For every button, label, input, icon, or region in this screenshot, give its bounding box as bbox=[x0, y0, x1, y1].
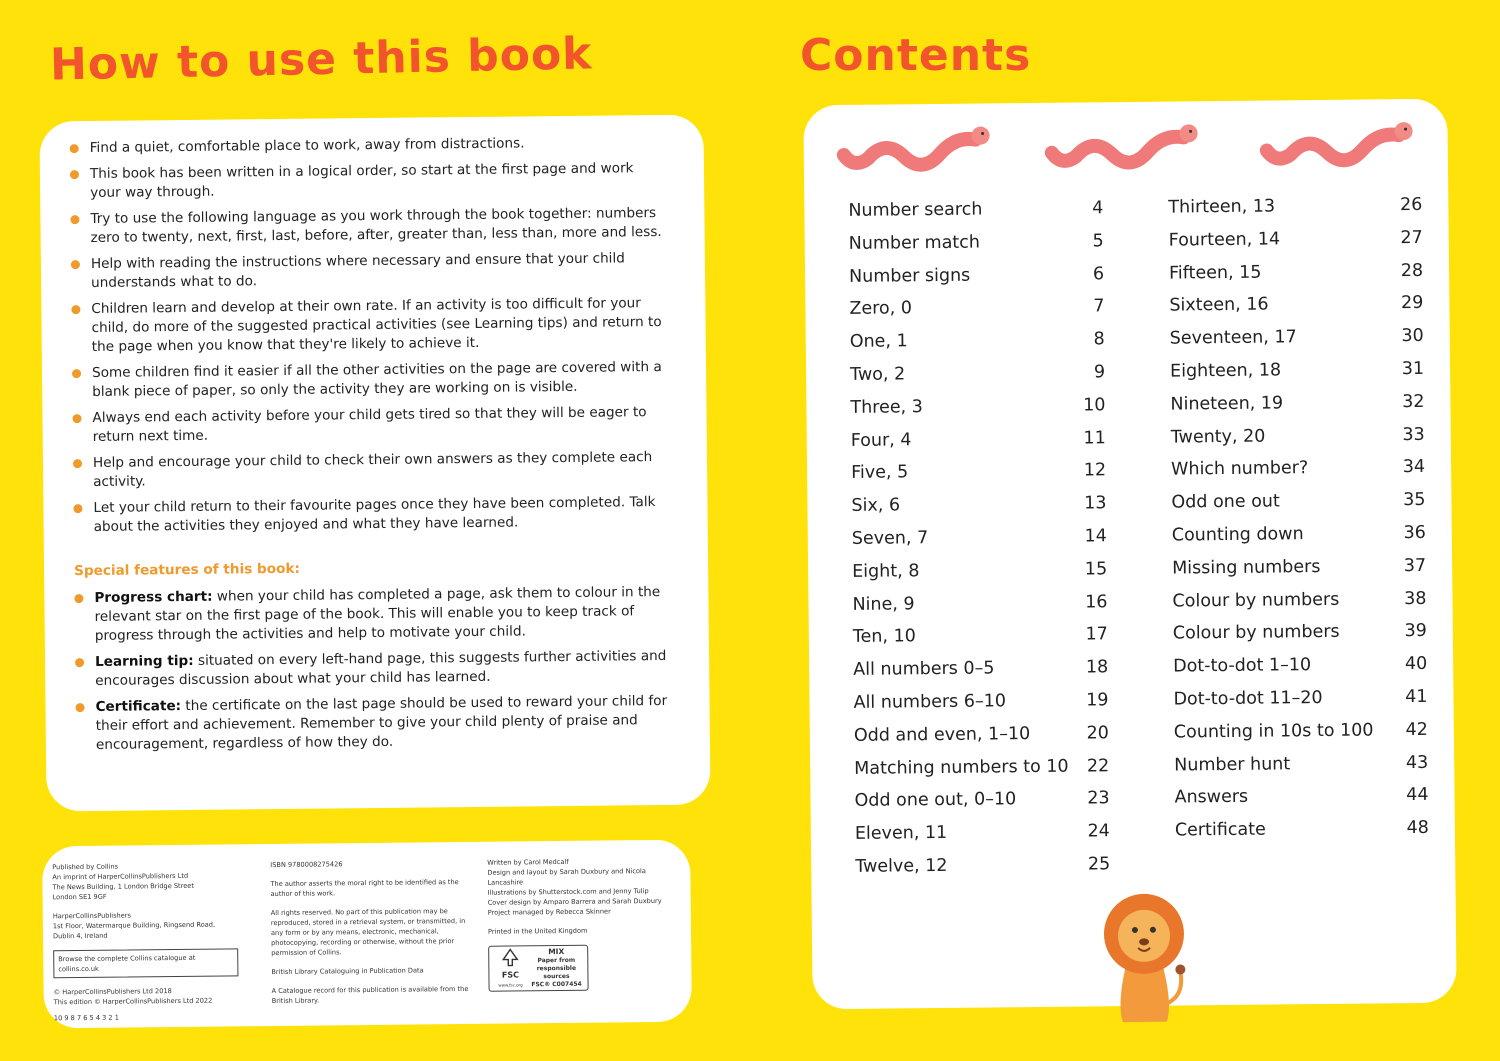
contents-entry-title: Five, 5 bbox=[851, 462, 909, 484]
guide-bullet bbox=[73, 493, 671, 537]
printed-in: Printed in the United Kingdom bbox=[487, 926, 588, 936]
contents-entry bbox=[851, 422, 1106, 457]
contents-entry-page: 22 bbox=[1086, 755, 1110, 777]
contents-entry-title: Sixteen, 16 bbox=[1169, 294, 1269, 316]
guide-bullet-text: Help with reading the instructions where necessary and ensure that your child understands what to do. bbox=[90, 250, 625, 291]
bullet-dot-icon bbox=[73, 459, 82, 468]
contents-entry-title: Nineteen, 19 bbox=[1170, 393, 1284, 415]
bullet-dot-icon bbox=[72, 414, 81, 423]
contents-entry bbox=[854, 783, 1109, 818]
contents-entry bbox=[1171, 484, 1425, 519]
contents-entry bbox=[855, 815, 1110, 850]
guide-bullet bbox=[72, 403, 670, 447]
contents-column-right bbox=[1168, 189, 1429, 848]
contents-entry-page: 27 bbox=[1400, 227, 1423, 248]
contents-entry-page: 15 bbox=[1084, 559, 1108, 580]
contents-entry bbox=[850, 389, 1105, 424]
contents-entry-title: Seven, 7 bbox=[851, 528, 929, 549]
bullet-dot-icon bbox=[72, 369, 81, 378]
imprint-column-rights bbox=[270, 858, 472, 1015]
contents-entry bbox=[853, 651, 1108, 686]
contents-entry-title: Fifteen, 15 bbox=[1168, 262, 1262, 284]
contents-entry-page: 19 bbox=[1086, 690, 1109, 711]
contents-entry bbox=[1173, 615, 1427, 650]
contents-entry-page: 7 bbox=[1093, 296, 1105, 317]
contents-entry-page: 41 bbox=[1405, 686, 1428, 708]
contents-entry-page: 36 bbox=[1403, 522, 1426, 544]
bullet-dot-icon bbox=[71, 305, 80, 314]
copyright-notice: © HarperCollinsPublishers Ltd 2018 This edition © HarperCollinsPublishers Ltd 2022 bbox=[53, 987, 213, 1007]
contents-entry-page: 28 bbox=[1400, 260, 1424, 281]
contents-entry-page: 11 bbox=[1083, 427, 1106, 449]
bullet-dot-icon bbox=[73, 504, 82, 513]
contents-entry bbox=[850, 356, 1105, 391]
contents-entry-title: Matching numbers to 10 bbox=[854, 756, 1069, 779]
contents-entry-page: 32 bbox=[1402, 391, 1425, 412]
fsc-badge bbox=[488, 945, 588, 992]
contents-entry bbox=[1173, 681, 1427, 716]
guide-bullet bbox=[72, 358, 670, 402]
isbn: ISBN 9780008275426 bbox=[270, 860, 343, 870]
contents-entry-title: Six, 6 bbox=[851, 495, 901, 517]
guide-bullet-text: Some children find it easier if all the other activities on the page are covered with a blank piece of paper, so only the activity they are working on is visible. bbox=[91, 358, 662, 400]
fsc-paper-text: Paper from responsible sources bbox=[536, 956, 577, 980]
bullet-dot-icon bbox=[71, 260, 80, 269]
contents-entry-title: Dot-to-dot 11–20 bbox=[1173, 687, 1323, 710]
contents-entry bbox=[1172, 517, 1426, 552]
contents-entry-page: 18 bbox=[1085, 657, 1109, 678]
contents-entry-page: 37 bbox=[1403, 555, 1427, 576]
contents-entry bbox=[1170, 320, 1424, 355]
guide-bullet-text: Find a quiet, comfortable place to work, away from distractions. bbox=[89, 135, 525, 156]
contents-entry-title: Missing numbers bbox=[1172, 556, 1321, 579]
contents-entry-page: 14 bbox=[1084, 526, 1107, 547]
contents-entry bbox=[852, 553, 1107, 588]
contents-entry-page: 44 bbox=[1406, 785, 1429, 806]
contents-entry bbox=[852, 520, 1107, 555]
bullet-dot-icon bbox=[74, 594, 83, 603]
special-feature-item bbox=[74, 583, 673, 646]
contents-entry-page: 10 bbox=[1083, 395, 1106, 416]
special-feature-item bbox=[75, 647, 673, 691]
special-feature-term: Learning tip: bbox=[94, 652, 194, 670]
imprint-column-publisher bbox=[52, 860, 244, 1032]
guide-card bbox=[39, 115, 710, 812]
contents-entry bbox=[1174, 714, 1428, 749]
contents-entry-title: Number signs bbox=[848, 265, 971, 287]
bullet-dot-icon bbox=[70, 170, 79, 179]
contents-entry-page: 38 bbox=[1404, 588, 1427, 609]
guide-bullet-text: This book has been written in a logical order, so start at the first page and work your way through. bbox=[89, 160, 634, 201]
bullet-dot-icon bbox=[70, 215, 79, 224]
contents-entry bbox=[853, 684, 1108, 719]
contents-entry bbox=[1174, 779, 1428, 814]
contents-entry-page: 34 bbox=[1402, 457, 1426, 478]
fsc-logo-text: FSC bbox=[501, 969, 520, 980]
contents-entry bbox=[848, 192, 1103, 227]
contents-entry bbox=[1168, 189, 1422, 224]
guide-bullet-text: Always end each activity before your child gets tired so that they will be eager to return next time. bbox=[92, 404, 647, 445]
contents-entry bbox=[849, 291, 1104, 326]
contents-entry-title: Number search bbox=[848, 199, 983, 221]
contents-entry-title: Counting down bbox=[1171, 524, 1304, 546]
contents-entry-page: 35 bbox=[1403, 490, 1426, 511]
special-features-title: Special features of this book: bbox=[74, 560, 300, 580]
contents-entry bbox=[849, 258, 1104, 293]
contents-entry-page: 23 bbox=[1087, 788, 1110, 809]
contents-entry bbox=[854, 717, 1109, 752]
ireland-address: HarperCollinsPublishers 1st Floor, Watermarque Building, Ringsend Road, Dublin 4, Ireland bbox=[52, 911, 216, 941]
contents-entry-title: Ten, 10 bbox=[852, 626, 916, 648]
contents-column-left bbox=[848, 192, 1110, 883]
page-title-contents: Contents bbox=[800, 30, 1032, 81]
guide-bullet-text: Children learn and develop at their own rate. If an activity is too difficult for your child, do more of the suggested practical activities (see Learning tips) and return to the page when you know that they're likely to achieve it. bbox=[91, 295, 662, 355]
special-feature-text: situated on every left-hand page, this suggests further activities and encourages discussion about what your child has learned. bbox=[95, 647, 667, 689]
contents-entry-title: One, 1 bbox=[849, 331, 908, 353]
contents-entry bbox=[849, 225, 1104, 260]
contents-entry-page: 16 bbox=[1085, 591, 1108, 613]
imprint-card bbox=[42, 840, 692, 1029]
guide-bullet-text: Let your child return to their favourite pages once they have been completed. Talk about the activities they enjoyed and what they have learned. bbox=[93, 494, 656, 535]
fsc-tree-graphic bbox=[499, 947, 521, 967]
contents-entry bbox=[853, 619, 1108, 654]
publisher-address: Published by Collins An imprint of HarperCollinsPublishers Ltd The News Building, 1 London Bridge Street London SE1 9GF bbox=[52, 862, 194, 902]
contents-entry-page: 4 bbox=[1092, 198, 1104, 219]
bullet-dot-icon bbox=[70, 144, 79, 153]
guide-bullet bbox=[71, 249, 669, 293]
contents-entry-title: Which number? bbox=[1171, 458, 1309, 480]
special-feature-text: the certificate on the last page should be used to reward your child for their effort and achievement. Remember to give your child plenty of praise and encouragement, regardless of how they do. bbox=[95, 692, 668, 753]
contents-entry-page: 31 bbox=[1401, 358, 1425, 380]
contents-entry bbox=[1171, 451, 1425, 486]
contents-entry bbox=[1174, 746, 1428, 781]
contents-entry-title: Colour by numbers bbox=[1172, 589, 1340, 612]
contents-entry-title: Colour by numbers bbox=[1172, 622, 1340, 644]
contents-entry bbox=[1172, 550, 1426, 585]
guide-bullet-text: Help and encourage your child to check their own answers as they complete each activity. bbox=[92, 449, 653, 490]
special-feature-item bbox=[75, 692, 674, 755]
cip-data: British Library Cataloguing in Publication Data bbox=[271, 966, 424, 977]
fsc-code: FSC® C007454 bbox=[531, 980, 582, 988]
page-title-how-to-use: How to use this book bbox=[49, 28, 593, 91]
contents-entry bbox=[1170, 353, 1424, 388]
contents-card bbox=[803, 99, 1456, 1010]
contents-entry-title: Eleven, 11 bbox=[854, 823, 948, 845]
contents-entry-title: Odd and even, 1–10 bbox=[853, 723, 1031, 746]
contents-entry bbox=[1169, 255, 1423, 290]
contents-entry-title: Number hunt bbox=[1174, 753, 1291, 776]
fsc-website: www.fsc.org bbox=[498, 981, 523, 988]
contents-entry bbox=[855, 848, 1110, 883]
contents-entry-page: 8 bbox=[1093, 329, 1105, 350]
contents-entry-title: Odd one out bbox=[1171, 491, 1280, 513]
contents-entry-title: Answers bbox=[1174, 787, 1249, 808]
contents-entry-title: Number match bbox=[848, 232, 981, 254]
contents-entry bbox=[1175, 812, 1429, 847]
special-features-list bbox=[74, 583, 674, 755]
catalogue-record: A Catalogue record for this publication is available from the British Library. bbox=[271, 984, 469, 1006]
contents-entry-title: Fourteen, 14 bbox=[1168, 229, 1281, 251]
contents-entry-title: Odd one out, 0–10 bbox=[854, 789, 1017, 812]
contents-entry bbox=[1172, 582, 1426, 617]
fsc-mix: MIX bbox=[548, 946, 565, 956]
contents-entry-title: Two, 2 bbox=[850, 364, 906, 385]
contents-entry-title: Seventeen, 17 bbox=[1169, 327, 1297, 349]
contents-entry-title: All numbers 6–10 bbox=[853, 691, 1007, 713]
contents-entry-title: Counting in 10s to 100 bbox=[1173, 720, 1374, 743]
contents-entry bbox=[851, 487, 1106, 522]
bullet-dot-icon bbox=[75, 703, 84, 712]
contents-entry bbox=[851, 455, 1106, 490]
contents-entry-title: Nine, 9 bbox=[852, 593, 915, 615]
contents-entry-page: 17 bbox=[1085, 624, 1108, 645]
contents-entry-title: Three, 3 bbox=[850, 396, 923, 418]
contents-entry-page: 30 bbox=[1401, 326, 1424, 347]
contents-entry bbox=[1173, 648, 1427, 683]
contents-entry-page: 20 bbox=[1086, 722, 1109, 744]
contents-entry bbox=[1169, 287, 1423, 322]
moral-right: The author asserts the moral right to be identified as the author of this work. bbox=[270, 878, 459, 899]
catalogue-link-box: Browse the complete Collins catalogue at collins.co.uk bbox=[53, 948, 238, 978]
contents-entry-page: 42 bbox=[1405, 719, 1428, 740]
contents-entry bbox=[1169, 222, 1423, 257]
contents-entry-title: Eight, 8 bbox=[852, 560, 920, 582]
guide-bullet bbox=[70, 204, 668, 248]
guide-bullet bbox=[70, 159, 668, 203]
imprint-column-credits bbox=[487, 856, 683, 992]
lion-icon bbox=[1095, 883, 1192, 1024]
contents-entry-page: 12 bbox=[1083, 460, 1107, 481]
guide-bullet bbox=[70, 133, 668, 158]
contents-entry-page: 13 bbox=[1084, 493, 1107, 514]
contents-entry-page: 48 bbox=[1406, 818, 1429, 839]
contents-entry-page: 29 bbox=[1401, 293, 1424, 314]
guide-bullet bbox=[71, 294, 670, 357]
contents-entry-page: 40 bbox=[1404, 654, 1428, 675]
special-feature-term: Progress chart: bbox=[94, 588, 213, 606]
rights-reserved: All rights reserved. No part of this publication may be reproduced, stored in a retrieval system, or transmitted, in any form or by any means, electronic, mechanical, photocopying, recording or otherwise, without the prior permission of Collins. bbox=[270, 907, 466, 958]
guide-bullet bbox=[73, 448, 671, 492]
contents-entry-page: 24 bbox=[1087, 821, 1111, 842]
contents-entry-page: 43 bbox=[1405, 752, 1429, 773]
contents-entry-title: Dot-to-dot 1–10 bbox=[1173, 655, 1312, 677]
contents-entry-title: Certificate bbox=[1174, 819, 1266, 841]
contents-entry-page: 39 bbox=[1404, 621, 1427, 642]
contents-entry-title: Twelve, 12 bbox=[855, 855, 948, 877]
guide-bullet-list bbox=[70, 133, 672, 537]
special-feature-text: when your child has completed a page, ask them to colour in the relevant star on the first page of the book. This will enable you to keep track of progress through the activities and help to motivate your child. bbox=[94, 584, 661, 644]
contents-entry-title: Zero, 0 bbox=[849, 298, 913, 320]
fsc-tree-icon bbox=[492, 947, 528, 990]
worm-icon bbox=[1258, 113, 1419, 171]
contents-entry bbox=[850, 323, 1105, 358]
contents-entry bbox=[1171, 418, 1425, 453]
bullet-dot-icon bbox=[75, 658, 84, 667]
contents-entry-page: 25 bbox=[1087, 854, 1111, 875]
contents-entry-title: Eighteen, 18 bbox=[1169, 360, 1282, 382]
worm-icon bbox=[835, 117, 996, 175]
credits: Written by Carol Medcalf Design and layout by Sarah Duxbury and Nicola Lancashire Illustrations by Shutterstock.com and Jenny Tulip Cover design by Amparo Barrera and Sarah Duxbury Project managed by Rebecca Skinner bbox=[487, 857, 662, 917]
guide-bullet-text: Try to use the following language as you work through the book together: numbers zero to twenty, next, first, last, before, after, greater than, less than, more and less. bbox=[90, 205, 662, 246]
contents-entry bbox=[852, 586, 1107, 621]
contents-entry-page: 26 bbox=[1399, 194, 1423, 216]
contents-entry-title: Four, 4 bbox=[850, 429, 912, 451]
contents-entry-title: All numbers 0–5 bbox=[853, 658, 995, 681]
contents-entry-page: 5 bbox=[1092, 231, 1104, 252]
contents-entry-page: 9 bbox=[1093, 362, 1106, 383]
contents-entry-title: Thirteen, 13 bbox=[1168, 196, 1276, 218]
contents-entry bbox=[854, 750, 1109, 785]
special-feature-term: Certificate: bbox=[95, 698, 182, 715]
contents-entry bbox=[1170, 386, 1424, 421]
contents-entry-page: 33 bbox=[1402, 424, 1425, 445]
print-line: 10 9 8 7 6 5 4 3 2 1 bbox=[53, 1013, 119, 1023]
contents-entry-page: 6 bbox=[1092, 263, 1105, 284]
worm-icon bbox=[1043, 115, 1204, 173]
contents-entry-title: Twenty, 20 bbox=[1170, 426, 1266, 448]
